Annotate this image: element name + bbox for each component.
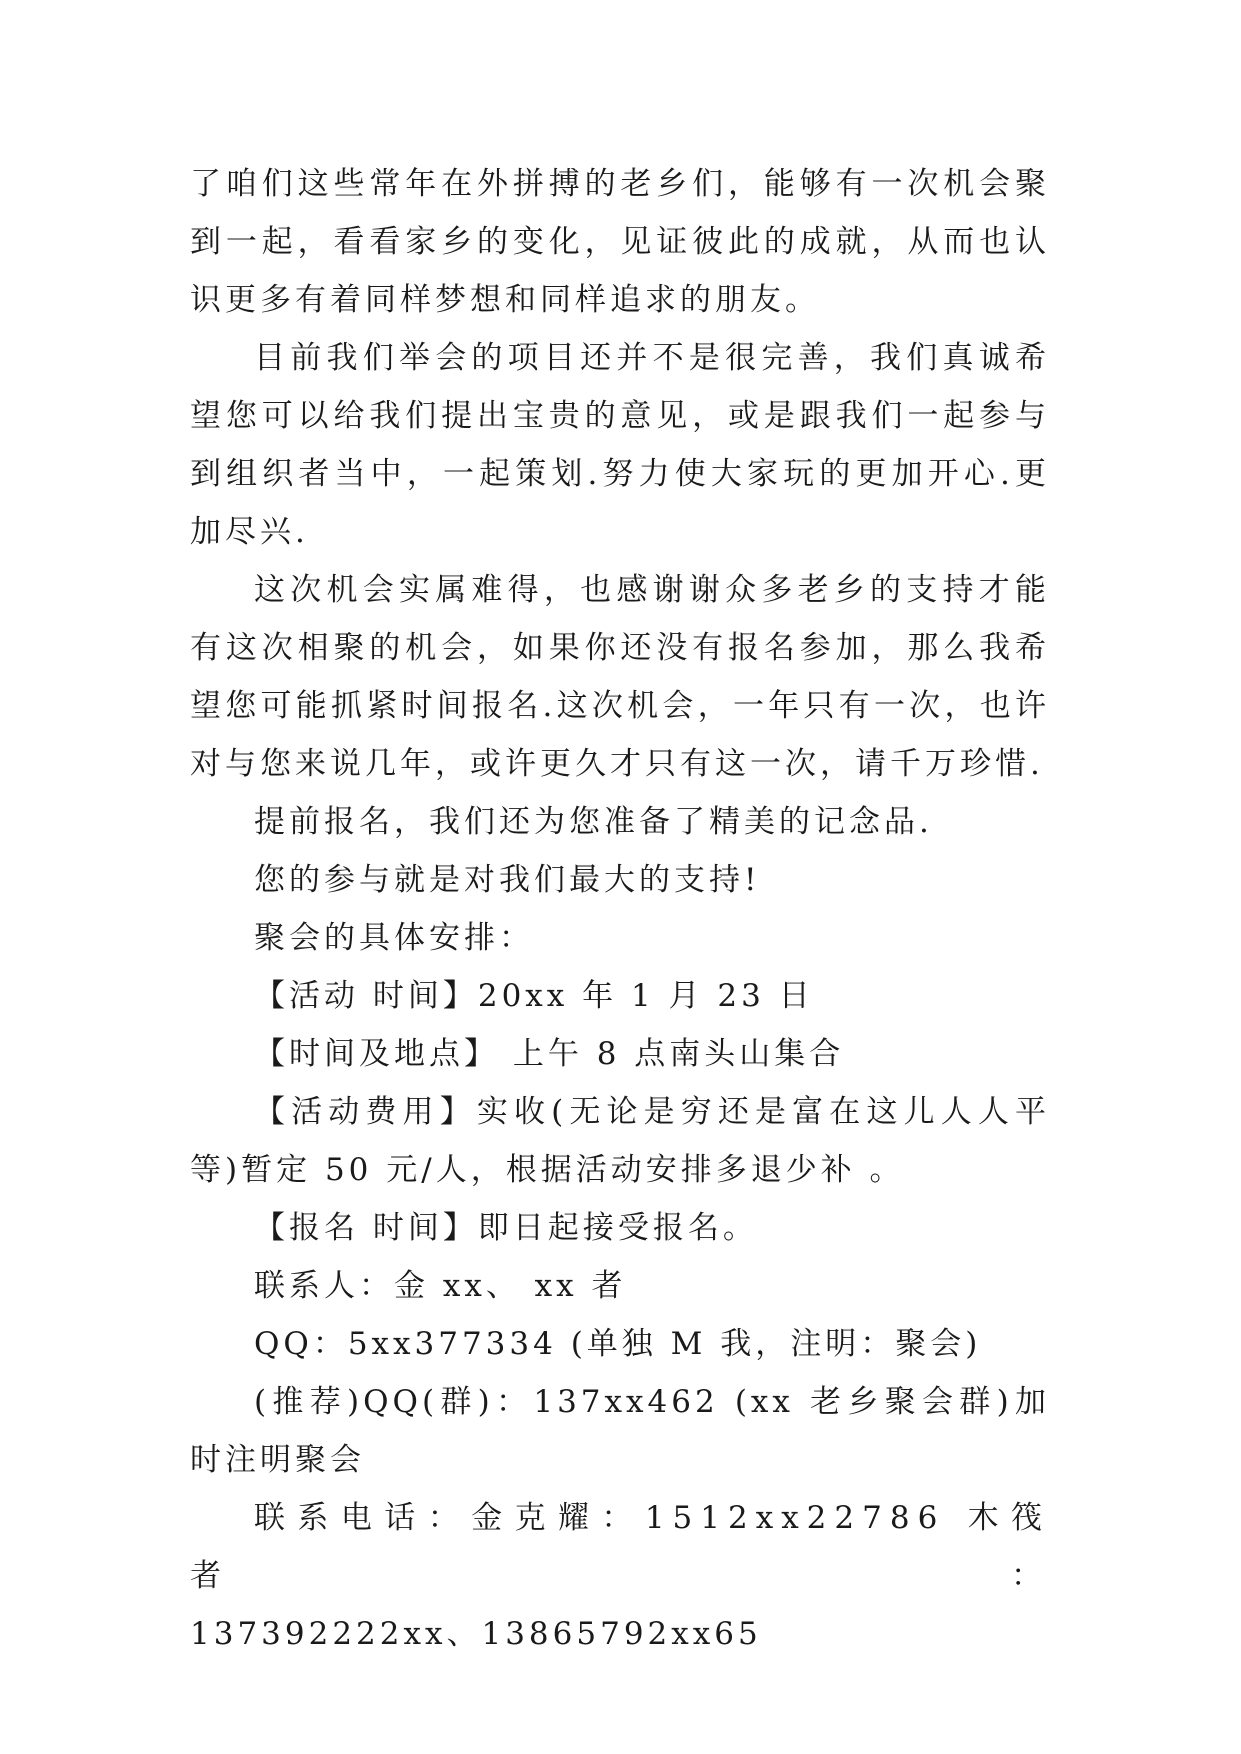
paragraph-early-signup: 提前报名，我们还为您准备了精美的记念品. — [254, 804, 933, 840]
paragraph-opportunity: 这次机会实属难得，也感谢谢众多老乡的支持才能有这次相聚的机会，如果你还没有报名参加，那么我希望您可能抓紧时间报名.这次机会，一年只有一次，也许对与您来说几年，或许更久才只有这一次，请千万珍惜. — [190, 572, 1050, 782]
paragraph-signup-time: 【报名 时间】即日起接受报名。 — [254, 1210, 758, 1246]
paragraph-time-location: 【时间及地点】 上午 8 点南头山集合 — [254, 1036, 845, 1072]
paragraph-schedule-heading: 聚会的具体安排： — [254, 920, 534, 956]
paragraph-phone-numbers: 137392222xx、13865792xx65 — [190, 1616, 762, 1652]
paragraph-activity-fee: 【活动费用】实收(无论是穷还是富在这儿人人平等)暂定 50 元/人，根据活动安排多退少补 。 — [190, 1094, 1050, 1188]
paragraph-contact-phone: 联系电话：金克耀：1512xx22786 木筏者： — [190, 1500, 1050, 1594]
paragraph-intro: 了咱们这些常年在外拼搏的老乡们，能够有一次机会聚到一起，看看家乡的变化，见证彼此的成就，从而也认识更多有着同样梦想和同样追求的朋友。 — [190, 166, 1050, 318]
paragraph-qq: QQ：5xx377334 (单独 M 我，注明：聚会) — [254, 1326, 982, 1362]
document-body — [190, 155, 1050, 1663]
paragraph-contact-person: 联系人：金 xx、 xx 者 — [254, 1268, 627, 1304]
paragraph-suggestions: 目前我们举会的项目还并不是很完善，我们真诚希望您可以给我们提出宝贵的意见，或是跟我们一起参与到组织者当中，一起策划.努力使大家玩的更加开心.更加尽兴. — [190, 340, 1050, 550]
paragraph-activity-time: 【活动 时间】20xx 年 1 月 23 日 — [254, 978, 814, 1014]
paragraph-support: 您的参与就是对我们最大的支持! — [254, 862, 761, 898]
paragraph-qq-group: (推荐)QQ(群)：137xx462 (xx 老乡聚会群)加时注明聚会 — [190, 1384, 1050, 1478]
